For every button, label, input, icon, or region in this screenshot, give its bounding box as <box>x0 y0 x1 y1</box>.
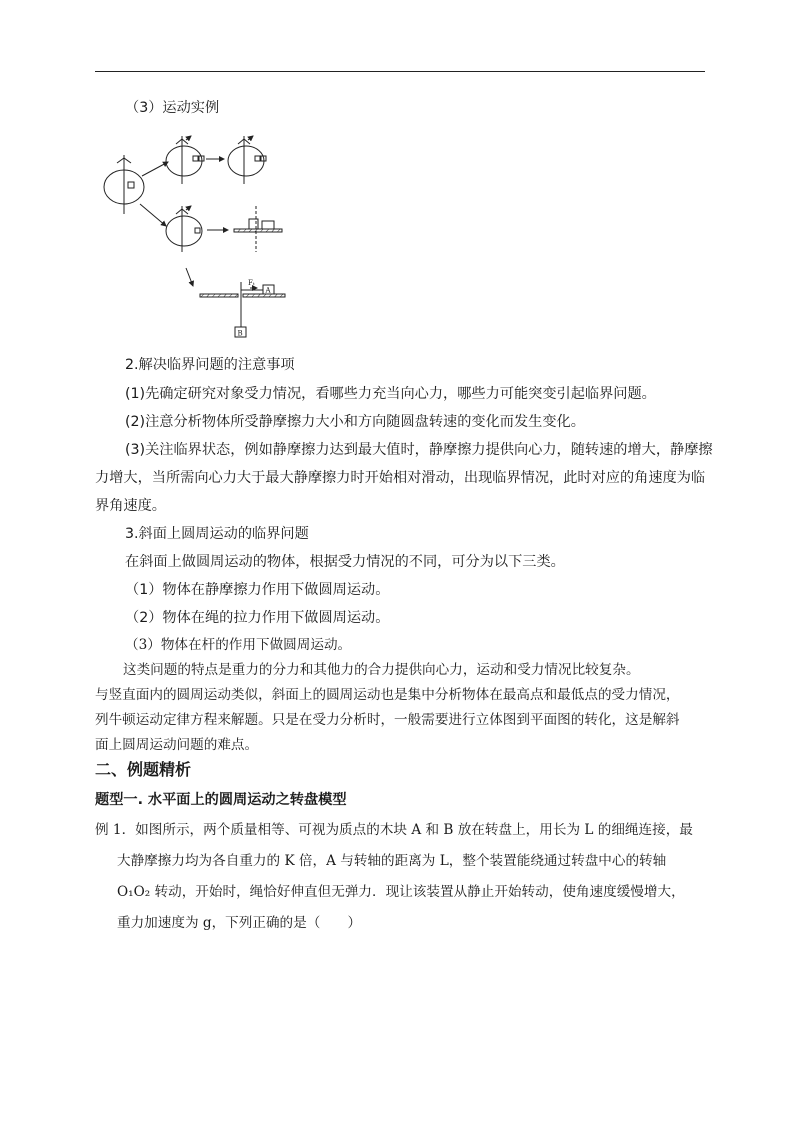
force-label: Fₜ <box>248 279 255 287</box>
example-1-line-2: 大静摩擦力均为各自重力的 K 倍，A 与转轴的距离为 L，整个装置能绕通过转盘中心的转轴 <box>117 853 667 869</box>
block-b-label: B <box>237 329 243 338</box>
arrow-up <box>142 162 168 176</box>
section-2-item-2: (2)注意分析物体所受静摩擦力大小和方向随圆盘转速的变化而发生变化。 <box>125 414 585 430</box>
section-2-item-3-end: 界角速度。 <box>95 498 166 514</box>
section-3-paragraph-2-line-2: 列牛顿运动定律方程来解题。只是在受力分析时，一般需要进行立体图到平面图的转化，这是解斜 <box>95 712 680 728</box>
examples-heading: 二、例题精析 <box>95 760 192 779</box>
topic-heading: 题型一. 水平面上的圆周运动之转盘模型 <box>95 792 347 808</box>
section-3-heading: 3.斜面上圆周运动的临界问题 <box>125 526 309 542</box>
turntable-2 <box>166 136 204 184</box>
arrow-down <box>140 204 166 226</box>
header-rule <box>95 71 705 72</box>
section-3-intro: 在斜面上做圆周运动的物体，根据受力情况的不同，可分为以下三类。 <box>125 554 565 570</box>
turntable-diagram <box>98 128 298 340</box>
section-3-paragraph-2-line-1: 与竖直面内的圆周运动类似，斜面上的圆周运动也是集中分析物体在最高点和最低点的受力情况， <box>95 687 680 703</box>
motion-examples-heading: （3）运动实例 <box>125 100 220 116</box>
turntable-3 <box>228 136 266 184</box>
section-3-item-1: （1）物体在静摩擦力作用下做圆周运动。 <box>125 582 390 598</box>
section-3-paragraph-1: 这类问题的特点是重力的分力和其他力的合力提供向心力，运动和受力情况比较复杂。 <box>123 662 640 678</box>
section-3-item-3: （3）物体在杆的作用下做圆周运动。 <box>125 637 352 653</box>
section-2-item-3: (3)关注临界状态，例如静摩擦力达到最大值时，静摩擦力提供向心力，随转速的增大，静摩擦 <box>125 442 713 458</box>
section-2-item-1: (1)先确定研究对象受力情况，看哪些力充当向心力，哪些力可能突变引起临界问题。 <box>125 386 656 402</box>
example-1-line-3: O₁O₂ 转动，开始时，绳恰好伸直但无弹力．现让该装置从静止开始转动，使角速度缓慢增大， <box>117 884 685 900</box>
example-1-line-1: 例 1．如图所示，两个质量相等、可视为质点的木块 A 和 B 放在转盘上，用长为 L 的细绳连接，最 <box>95 822 693 838</box>
arrow-down-lower <box>186 268 193 286</box>
example-1-line-4: 重力加速度为 g，下列正确的是（ ） <box>117 915 362 931</box>
block-a-label: A <box>265 286 271 295</box>
turntable-4 <box>166 206 202 252</box>
section-3-paragraph-2-line-3: 面上圆周运动问题的难点。 <box>95 737 259 753</box>
turntable-1 <box>104 155 144 214</box>
flat-turntable <box>234 206 282 252</box>
section-2-heading: 2.解决临界问题的注意事项 <box>125 357 295 373</box>
section-2-item-3-cont: 力增大，当所需向心力大于最大静摩擦力时开始相对滑动，出现临界情况，此时对应的角速度为临 <box>95 470 706 486</box>
section-3-item-2: （2）物体在绳的拉力作用下做圆周运动。 <box>125 610 390 626</box>
